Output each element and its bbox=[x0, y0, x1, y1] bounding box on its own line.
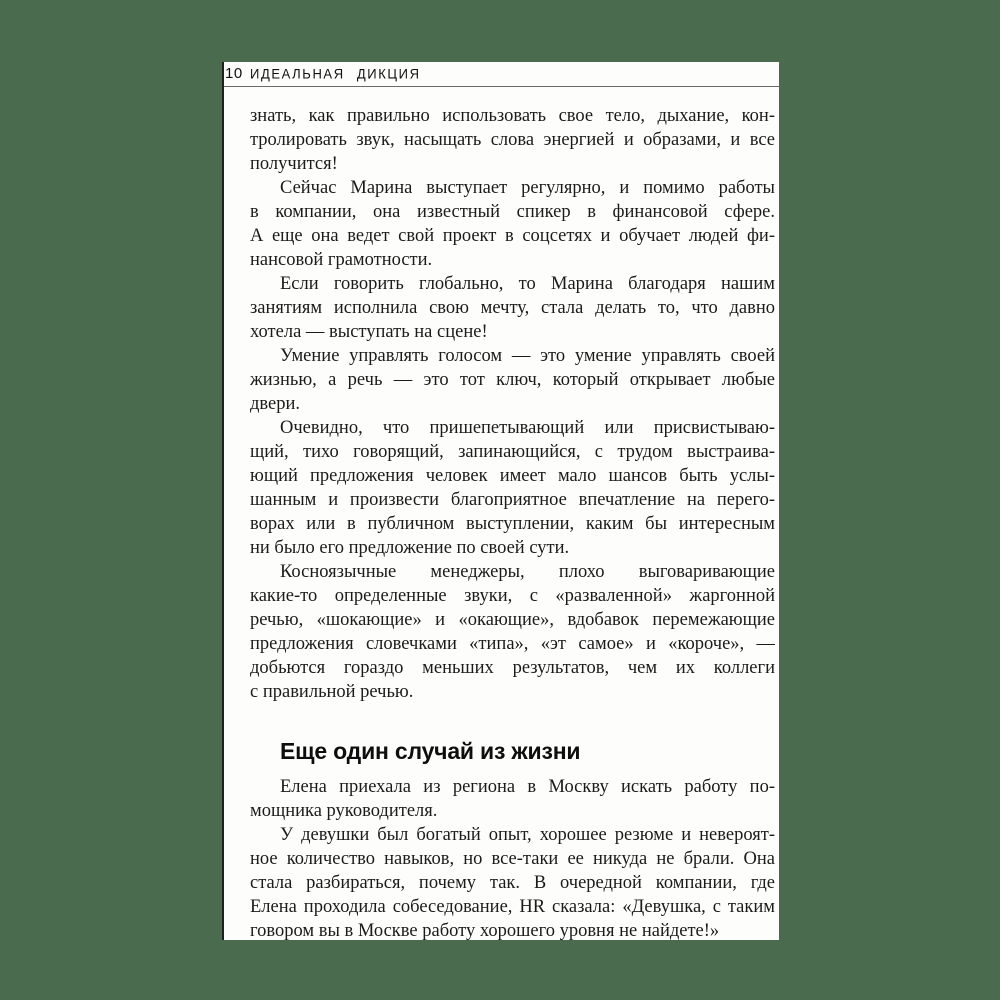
paragraph bbox=[250, 344, 775, 416]
page-body bbox=[224, 87, 779, 943]
text-line: Елена проходила собеседование, HR сказала: «Девушка, с таким bbox=[250, 897, 775, 917]
page-number: 10 bbox=[225, 65, 243, 82]
text-line: Елена приехала из региона в Москву искать работу по- bbox=[280, 777, 775, 797]
text-line: Если говорить глобально, то Марина благодаря нашим bbox=[280, 274, 775, 294]
text-line: ворах или в публичном выступлении, каким бы интересным bbox=[250, 514, 775, 534]
text-line: добьются гораздо меньших результатов, чем их коллеги bbox=[250, 658, 775, 678]
text-line: ное количество навыков, но все-таки ее никуда не брали. Она bbox=[250, 849, 775, 869]
text-line: хотела — выступать на сцене! bbox=[250, 322, 488, 342]
text-line: мощника руководителя. bbox=[250, 801, 438, 821]
paragraph bbox=[250, 416, 775, 560]
paragraph bbox=[250, 104, 775, 176]
page-header bbox=[224, 62, 779, 87]
text-line: предложения словечками «типа», «эт самое» и «короче», — bbox=[250, 634, 775, 654]
text-line: ющий предложения человек имеет мало шансов быть услы- bbox=[250, 466, 775, 486]
paragraphs-after-heading bbox=[250, 775, 775, 943]
text-line: А еще она ведет свой проект в соцсетях и обучает людей фи- bbox=[250, 226, 775, 246]
text-line: двери. bbox=[250, 394, 301, 414]
running-title: ИДЕАЛЬНАЯ ДИКЦИЯ bbox=[250, 65, 421, 82]
text-line: У девушки был богатый опыт, хорошее резюме и невероят- bbox=[280, 825, 775, 845]
paragraph bbox=[250, 560, 775, 704]
paragraph bbox=[250, 272, 775, 344]
paragraph bbox=[250, 775, 775, 823]
text-line: знать, как правильно использовать свое тело, дыхание, кон- bbox=[250, 106, 775, 126]
text-line: ни было его предложение по своей сути. bbox=[250, 538, 570, 558]
text-line: щий, тихо говорящий, запинающийся, с трудом выстраива- bbox=[250, 442, 775, 462]
paragraph bbox=[250, 823, 775, 943]
book-page bbox=[222, 62, 779, 940]
section-heading: Еще один случай из жизни bbox=[280, 738, 581, 764]
text-line: в компании, она известный спикер в финансовой сфере. bbox=[250, 202, 775, 222]
text-line: жизнью, а речь — это тот ключ, который открывает любые bbox=[250, 370, 775, 390]
text-line: какие-то определенные звуки, с «разваленной» жаргонной bbox=[250, 586, 775, 606]
text-line: шанным и произвести благоприятное впечатление на перего- bbox=[250, 490, 775, 510]
paragraph bbox=[250, 176, 775, 272]
text-line: Очевидно, что пришепетывающий или присвистываю- bbox=[280, 418, 775, 438]
text-line: занятиям исполнила свою мечту, стала делать то, что давно bbox=[250, 298, 775, 318]
text-line: тролировать звук, насыщать слова энергией и образами, и все bbox=[250, 130, 775, 150]
text-line: нансовой грамотности. bbox=[250, 250, 433, 270]
text-line: стала разбираться, почему так. В очередной компании, где bbox=[250, 873, 775, 893]
text-line: Умение управлять голосом — это умение управлять своей bbox=[280, 346, 775, 366]
text-line: Косноязычные менеджеры, плохо выговаривающие bbox=[280, 562, 775, 582]
paragraphs-before-heading bbox=[250, 104, 775, 704]
text-line: речью, «шокающие» и «окающие», вдобавок перемежающие bbox=[250, 610, 775, 630]
text-line: получится! bbox=[250, 154, 338, 174]
text-line: Сейчас Марина выступает регулярно, и помимо работы bbox=[280, 178, 775, 198]
text-line: с правильной речью. bbox=[250, 682, 414, 702]
text-line: говором вы в Москве работу хорошего уровня не найдете!» bbox=[250, 921, 720, 941]
